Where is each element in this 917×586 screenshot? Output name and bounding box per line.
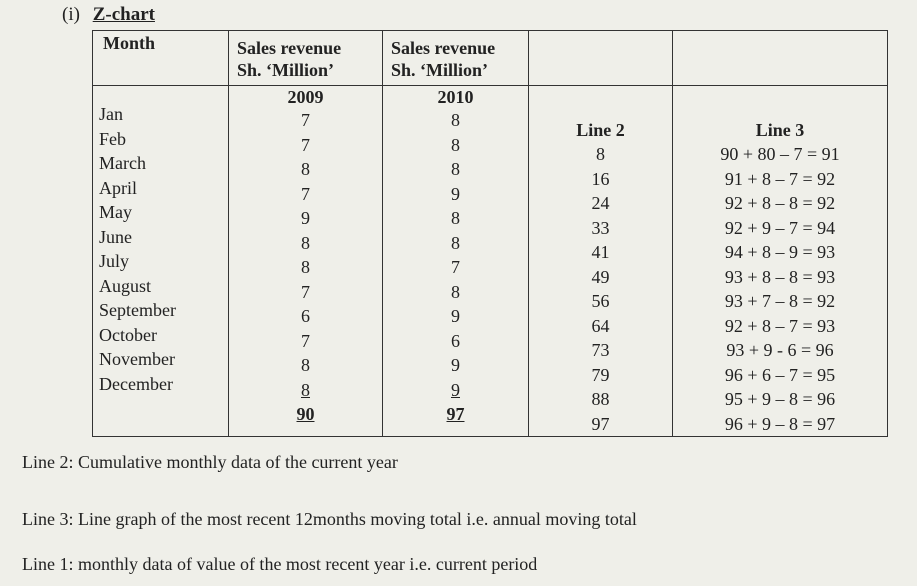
line3-cell: 93 + 8 – 8 = 93 — [724, 266, 836, 287]
sales-2010-cell: 8 — [451, 159, 460, 179]
month-cell: October — [99, 324, 157, 345]
section-heading — [62, 4, 155, 26]
table-header-row — [93, 31, 888, 86]
line2-cell: 79 — [591, 364, 610, 385]
header-sales-2009-line1: Sales revenue — [237, 38, 342, 58]
sales-2010-cell: 8 — [451, 134, 460, 155]
z-chart-table — [92, 30, 888, 437]
year-2009-label: 2009 — [287, 87, 324, 107]
note-line3: Line 3: Line graph of the most recent 12months moving total i.e. annual moving total — [22, 509, 637, 529]
year-2010-label: 2010 — [437, 87, 474, 107]
line3-cell: 96 + 9 – 8 = 97 — [724, 413, 836, 434]
sales-2009-cell: 8 — [301, 232, 310, 253]
sales-2009-cell: 8 — [301, 355, 310, 375]
month-list — [93, 86, 228, 396]
sales-2009-cell: 7 — [301, 183, 310, 204]
section-number: (i) — [62, 4, 80, 25]
sales-2010-cell: 6 — [451, 330, 460, 351]
sales-2010-cell: 8 — [451, 232, 460, 253]
month-cell: March — [99, 153, 146, 173]
line2-cell: 33 — [591, 217, 610, 238]
header-sales-2010 — [383, 31, 529, 86]
line2-list — [529, 86, 672, 436]
line3-cell: 92 + 8 – 8 = 92 — [724, 193, 836, 213]
sales-2009-column — [229, 86, 383, 437]
section-title: Z-chart — [92, 4, 155, 25]
line3-list — [673, 86, 887, 436]
month-cell: September — [99, 300, 176, 320]
line3-cell: 92 + 8 – 7 = 93 — [724, 315, 836, 336]
sales-2010-cell: 9 — [451, 306, 460, 326]
sales-2009-list — [229, 86, 382, 427]
sales-2009-cell: 8 — [301, 379, 310, 400]
line2-cell: 64 — [591, 315, 610, 336]
sales-2009-cell: 8 — [301, 159, 310, 179]
sales-2009-cell: 8 — [301, 257, 310, 277]
header-empty-line3 — [673, 31, 888, 86]
line3-cell: 91 + 8 – 7 = 92 — [724, 168, 836, 189]
line2-cell: 16 — [591, 168, 610, 189]
header-month: Month — [93, 31, 229, 86]
line2-cell: 41 — [591, 242, 610, 262]
total-2010: 97 — [446, 404, 465, 424]
sales-2010-cell: 9 — [451, 355, 460, 375]
month-cell: June — [99, 226, 132, 247]
line2-cell: 97 — [591, 413, 610, 434]
line2-cell: 56 — [591, 291, 610, 311]
line3-cell: 90 + 80 – 7 = 91 — [720, 144, 840, 164]
sales-2010-cell: 8 — [451, 281, 460, 302]
month-cell: December — [99, 373, 173, 394]
line2-cell: 24 — [591, 193, 610, 213]
sales-2009-cell: 7 — [301, 330, 310, 351]
month-cell: Feb — [99, 128, 126, 149]
line3-heading: Line 3 — [755, 120, 805, 140]
line3-cell: 93 + 9 - 6 = 96 — [726, 340, 834, 360]
month-cell: April — [99, 177, 137, 198]
line2-cell: 88 — [591, 389, 610, 409]
table-body-row — [93, 86, 888, 437]
total-2009: 90 — [296, 404, 315, 424]
line3-column — [673, 86, 888, 437]
line2-cell: 73 — [591, 340, 610, 360]
sales-2010-column — [383, 86, 529, 437]
line3-cell: 95 + 9 – 8 = 96 — [724, 389, 836, 409]
month-cell: July — [99, 251, 130, 271]
header-sales-2009 — [229, 31, 383, 86]
month-column — [93, 86, 229, 437]
line2-column — [529, 86, 673, 437]
sales-2009-cell: 6 — [301, 306, 310, 326]
line3-cell: 93 + 7 – 8 = 92 — [724, 291, 836, 311]
line2-cell: 49 — [591, 266, 610, 287]
sales-2009-cell: 7 — [301, 134, 310, 155]
line2-heading: Line 2 — [576, 120, 625, 140]
sales-2009-cell: 7 — [301, 281, 310, 302]
sales-2010-cell: 8 — [451, 208, 460, 228]
month-cell: May — [99, 202, 132, 222]
line2-cell: 8 — [596, 144, 605, 164]
header-sales-2009-line2: Sh. ‘Million’ — [237, 60, 335, 80]
sales-2009-cell: 9 — [301, 208, 310, 228]
month-cell: November — [99, 349, 175, 369]
sales-2010-cell: 9 — [451, 379, 460, 400]
header-sales-2010-line1: Sales revenue — [391, 38, 496, 58]
line3-cell: 96 + 6 – 7 = 95 — [724, 364, 836, 385]
note-line2: Line 2: Cumulative monthly data of the current year — [22, 452, 398, 472]
note-line1: Line 1: monthly data of value of the most recent year i.e. current period — [22, 554, 538, 574]
header-sales-2010-line2: Sh. ‘Million’ — [391, 60, 489, 80]
sales-2009-cell: 7 — [301, 110, 310, 130]
sales-2010-list — [383, 86, 528, 427]
sales-2010-cell: 9 — [451, 183, 460, 204]
line3-cell: 92 + 9 – 7 = 94 — [724, 217, 836, 238]
line3-cell: 94 + 8 – 9 = 93 — [724, 242, 836, 262]
header-empty-line2 — [529, 31, 673, 86]
sales-2010-cell: 8 — [451, 110, 460, 130]
month-cell: August — [99, 275, 152, 296]
sales-2010-cell: 7 — [451, 257, 460, 277]
month-cell: Jan — [99, 104, 123, 124]
